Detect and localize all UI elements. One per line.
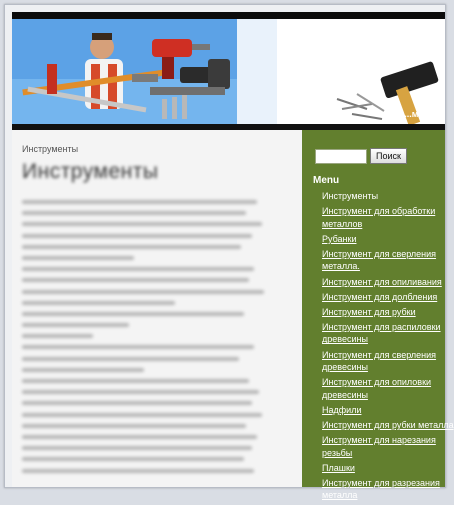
- menu-item-label: металла.: [322, 261, 360, 272]
- menu-item-label: древесины: [322, 389, 368, 400]
- menu-item[interactable]: [322, 321, 442, 346]
- menu-heading: Menu: [313, 175, 340, 186]
- menu-item-label: металла: [322, 490, 358, 501]
- menu-item[interactable]: [322, 291, 442, 304]
- menu-item-label: металлов: [322, 218, 363, 229]
- banner-caption: ...менты: [404, 109, 441, 119]
- menu-item-label: Инструмент для рубки: [322, 306, 416, 317]
- search-button[interactable]: Поиск: [370, 148, 407, 164]
- menu-item-label: Инструмент для обработки: [322, 206, 436, 217]
- menu-item[interactable]: [322, 233, 442, 246]
- menu-list: [322, 190, 454, 505]
- menu-item[interactable]: [322, 477, 442, 502]
- page-title: Инструменты: [22, 160, 159, 183]
- menu-item-label: Инструменты: [322, 191, 379, 201]
- menu-item-label: древесины: [322, 334, 368, 345]
- menu-item-label: Инструмент для долбления: [322, 291, 438, 302]
- sidebar: [302, 130, 454, 501]
- main-content: [12, 130, 302, 487]
- menu-item-label: Инструмент для сверления: [322, 349, 437, 360]
- menu-item-label: Инструмент для разрезания: [322, 477, 440, 488]
- breadcrumb[interactable]: Инструменты: [22, 144, 79, 154]
- menu-item[interactable]: [322, 376, 442, 401]
- menu-item[interactable]: [322, 306, 442, 319]
- header-banner: [12, 19, 445, 124]
- menu-item[interactable]: [322, 404, 442, 417]
- menu-item[interactable]: [322, 190, 442, 203]
- webpage: [12, 12, 454, 501]
- menu-item-label: Плашки: [322, 462, 355, 473]
- menu-item-label: Инструмент для рубки металла: [322, 420, 454, 430]
- menu-item[interactable]: [322, 434, 442, 459]
- menu-item[interactable]: [322, 248, 442, 273]
- menu-item[interactable]: [322, 276, 442, 289]
- menu-item[interactable]: [322, 462, 442, 475]
- article-text-blurred: [22, 200, 277, 480]
- menu-item-label: Надфили: [322, 404, 362, 415]
- menu-item-label: Инструмент для нарезания: [322, 435, 436, 446]
- top-bar: [12, 12, 445, 19]
- menu-item[interactable]: [322, 419, 454, 432]
- menu-item-label: Инструмент для распиловки: [322, 321, 441, 332]
- menu-item-label: Инструмент для сверления: [322, 248, 437, 259]
- menu-item-label: Рубанки: [322, 233, 357, 244]
- menu-item[interactable]: [322, 205, 442, 230]
- menu-item-label: древесины: [322, 362, 368, 373]
- menu-item[interactable]: [322, 349, 442, 374]
- menu-item-label: Инструмент для опиловки: [322, 377, 432, 388]
- menu-item-label: резьбы: [322, 447, 353, 458]
- search-input[interactable]: [315, 149, 367, 164]
- window-frame: [4, 4, 454, 501]
- banner-illustration: [12, 19, 445, 124]
- menu-item-label: Инструмент для опиливания: [322, 276, 442, 287]
